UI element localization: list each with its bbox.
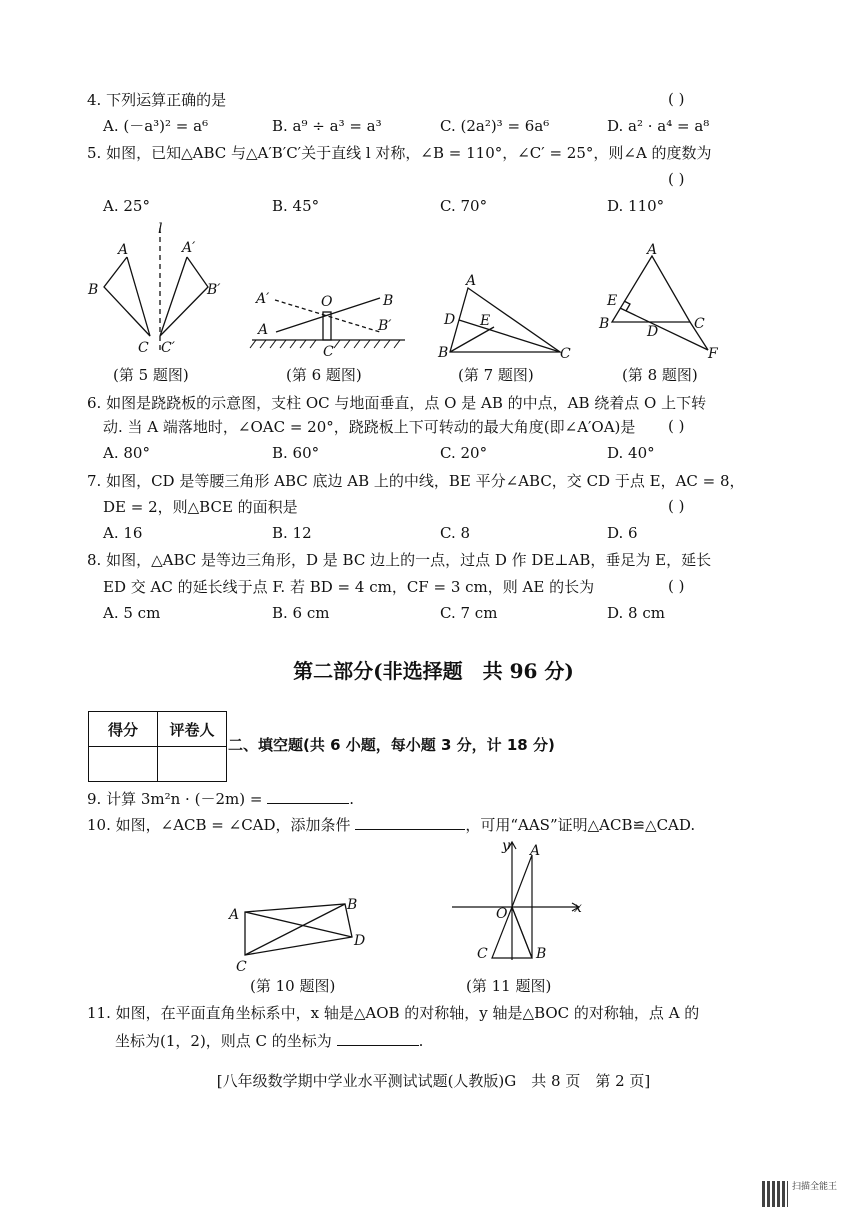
fig7-caption: (第 7 题图) bbox=[458, 366, 534, 384]
q4-answer-paren: ( ) bbox=[668, 90, 685, 108]
part2-title: 第二部分(非选择题 共 96 分) bbox=[293, 659, 574, 683]
svg-text:B: B bbox=[536, 946, 547, 962]
svg-text:F: F bbox=[708, 346, 718, 362]
q8-option-a: A. 5 cm bbox=[103, 604, 161, 622]
svg-text:D: D bbox=[647, 324, 659, 340]
q8-answer-paren: ( ) bbox=[668, 577, 685, 595]
q6-option-b: B. 60° bbox=[272, 444, 320, 462]
q4-option-c: C. (2a²)³ = 6a⁶ bbox=[440, 117, 550, 135]
q10-suffix: ，可用“AAS”证明△ACB≌△CAD. bbox=[465, 816, 696, 834]
svg-text:x: x bbox=[574, 900, 582, 916]
q11-line2-suffix: . bbox=[418, 1032, 424, 1050]
q10-prefix: 10. 如图，∠ACB = ∠CAD，添加条件 bbox=[87, 816, 351, 834]
svg-text:A: A bbox=[647, 242, 658, 258]
scan-app-badge: 扫描全能王 bbox=[792, 1182, 838, 1192]
svg-text:E: E bbox=[480, 313, 491, 329]
q4-option-b: B. a⁹ ÷ a³ = a³ bbox=[272, 117, 382, 135]
svg-text:B′: B′ bbox=[378, 318, 392, 334]
svg-text:y: y bbox=[502, 838, 510, 854]
q5-option-b: B. 45° bbox=[272, 197, 320, 215]
svg-text:C: C bbox=[477, 946, 488, 962]
q8-option-c: C. 7 cm bbox=[440, 604, 498, 622]
q9-suffix: . bbox=[349, 790, 354, 808]
q6-option-d: D. 40° bbox=[607, 444, 655, 462]
q9-answer-blank[interactable] bbox=[267, 789, 349, 804]
svg-text:A: A bbox=[118, 242, 129, 258]
q4-option-a: A. (－a³)² = a⁶ bbox=[103, 117, 209, 135]
score-table bbox=[88, 711, 227, 782]
fig6-caption: (第 6 题图) bbox=[286, 366, 362, 384]
q7-option-d: D. 6 bbox=[607, 524, 638, 542]
svg-text:C: C bbox=[236, 959, 247, 975]
q8-option-b: B. 6 cm bbox=[272, 604, 330, 622]
svg-text:D: D bbox=[444, 312, 456, 328]
svg-text:C: C bbox=[138, 340, 149, 356]
q8-option-d: D. 8 cm bbox=[607, 604, 665, 622]
svg-text:A: A bbox=[258, 322, 269, 338]
q6-option-a: A. 80° bbox=[103, 444, 150, 462]
q6-line1: 6. 如图是跷跷板的示意图，支柱 OC 与地面垂直，点 O 是 AB 的中点，AB 绕着点 O 上下转 bbox=[87, 394, 707, 412]
svg-text:A: A bbox=[229, 907, 240, 923]
q7-line2: DE = 2，则△BCE 的面积是 bbox=[103, 498, 298, 516]
q5-option-c: C. 70° bbox=[440, 197, 488, 215]
qr-code-icon bbox=[762, 1181, 788, 1207]
q11-line1: 11. 如图，在平面直角坐标系中，x 轴是△AOB 的对称轴，y 轴是△BOC 的对称轴，点 A 的 bbox=[87, 1004, 700, 1022]
svg-text:l: l bbox=[158, 221, 163, 237]
fig11-caption: (第 11 题图) bbox=[466, 977, 552, 995]
q10-line bbox=[87, 815, 695, 835]
q7-answer-paren: ( ) bbox=[668, 497, 685, 515]
q8-line1: 8. 如图，△ABC 是等边三角形，D 是 BC 边上的一点，过点 D 作 DE⊥AB，垂足为 E，延长 bbox=[87, 551, 712, 569]
svg-text:B: B bbox=[438, 345, 449, 361]
q6-answer-paren: ( ) bbox=[668, 417, 685, 435]
svg-text:E: E bbox=[607, 293, 618, 309]
svg-text:A′: A′ bbox=[182, 240, 196, 256]
q9-line bbox=[87, 789, 354, 809]
score-header: 得分 bbox=[89, 712, 158, 747]
q7-option-a: A. 16 bbox=[103, 524, 143, 542]
q11-line2 bbox=[115, 1031, 423, 1051]
q9-prefix: 9. 计算 3m²n · (－2m) = bbox=[87, 790, 263, 808]
svg-text:A′: A′ bbox=[256, 291, 270, 307]
page-footer: [八年级数学期中学业水平测试试题(人教版)G 共 8 页 第 2 页] bbox=[216, 1072, 651, 1090]
fig10-caption: (第 10 题图) bbox=[250, 977, 336, 995]
q10-answer-blank[interactable] bbox=[355, 815, 465, 830]
svg-text:A: A bbox=[530, 843, 541, 859]
svg-text:C′: C′ bbox=[161, 340, 175, 356]
q4-option-d: D. a² · a⁴ = a⁸ bbox=[607, 117, 710, 135]
q5-option-d: D. 110° bbox=[607, 197, 665, 215]
svg-text:O: O bbox=[321, 294, 333, 310]
svg-text:B: B bbox=[88, 282, 99, 298]
svg-text:O: O bbox=[496, 906, 508, 922]
grader-cell bbox=[158, 747, 227, 782]
q7-option-c: C. 8 bbox=[440, 524, 471, 542]
q6-line2: 动. 当 A 端落地时，∠OAC = 20°，跷跷板上下可转动的最大角度(即∠A′OA)是 bbox=[103, 418, 636, 436]
q5-answer-paren: ( ) bbox=[668, 170, 685, 188]
q6-option-c: C. 20° bbox=[440, 444, 488, 462]
svg-text:D: D bbox=[354, 933, 366, 949]
svg-text:C: C bbox=[323, 344, 334, 360]
svg-text:B: B bbox=[599, 316, 610, 332]
fig5-caption: (第 5 题图) bbox=[113, 366, 189, 384]
score-cell bbox=[89, 747, 158, 782]
svg-text:C: C bbox=[560, 346, 571, 362]
svg-text:B′: B′ bbox=[207, 282, 221, 298]
svg-text:A: A bbox=[466, 273, 477, 289]
grader-header: 评卷人 bbox=[158, 712, 227, 747]
svg-text:B: B bbox=[383, 293, 394, 309]
q7-option-b: B. 12 bbox=[272, 524, 312, 542]
svg-text:B: B bbox=[347, 897, 358, 913]
q4-stem: 4. 下列运算正确的是 bbox=[87, 91, 227, 109]
q8-line2: ED 交 AC 的延长线于点 F. 若 BD = 4 cm，CF = 3 cm，则 AE 的长为 bbox=[103, 578, 595, 596]
q11-answer-blank[interactable] bbox=[337, 1031, 419, 1046]
section-fill-in-title: 二、填空题(共 6 小题，每小题 3 分，计 18 分) bbox=[228, 736, 555, 754]
q7-line1: 7. 如图，CD 是等腰三角形 ABC 底边 AB 上的中线，BE 平分∠ABC，交 CD 于点 E，AC = 8， bbox=[87, 472, 745, 490]
svg-text:C: C bbox=[694, 316, 705, 332]
q5-stem: 5. 如图，已知△ABC 与△A′B′C′关于直线 l 对称，∠B = 110°，∠C′ = 25°，则∠A 的度数为 bbox=[87, 144, 712, 162]
fig8-caption: (第 8 题图) bbox=[622, 366, 698, 384]
q11-line2-prefix: 坐标为(1，2)，则点 C 的坐标为 bbox=[115, 1032, 332, 1050]
q5-option-a: A. 25° bbox=[103, 197, 150, 215]
